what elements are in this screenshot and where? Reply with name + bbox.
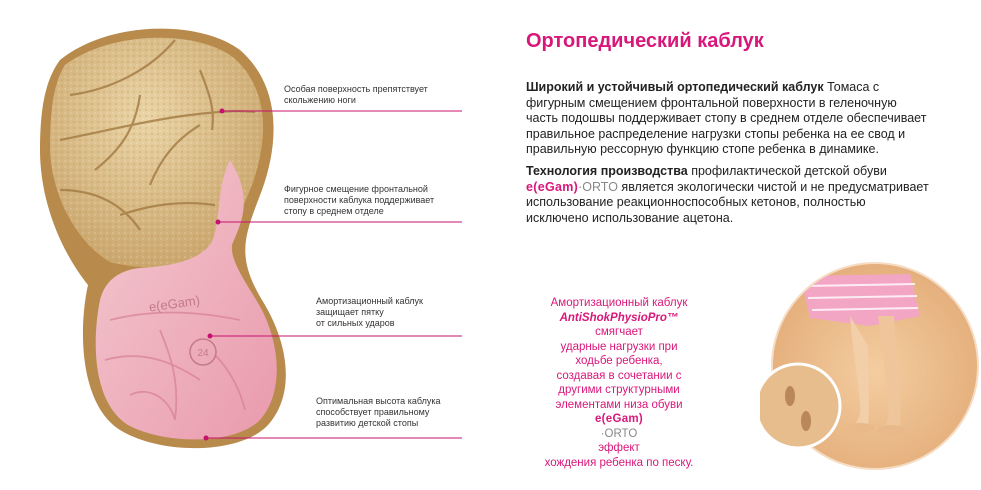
callout-dot-2 (216, 220, 221, 225)
footprints-inset (760, 364, 840, 448)
paragraph-heel-bold: Широкий и устойчивый ортопедический каблук (526, 80, 824, 94)
trademark-antishock: AntiShokPhysioPro™ (559, 311, 679, 324)
paragraph-heel: Широкий и устойчивый ортопедический каблук Томаса с фигурным смещением фронтальной поверхности в геленочную часть подошвы поддерживает стопу в среднем отделе обеспечивает правильное распределение нагрузки стопы ребенка на ее свод и правильную рессорную функцию стопе ребенка в динамике. (526, 80, 927, 156)
callout-anti-slip: Особая поверхность препятствует скольжению ноги (284, 84, 428, 105)
brand-suffix: ·ORTO (578, 179, 618, 194)
paragraph-technology-bold: Технология производства (526, 164, 688, 178)
brand-logo-2: e(eGam) (594, 413, 644, 425)
callout-heel-height: Оптимальная высота каблука способствует правильному развитию детской стопы (316, 396, 441, 428)
paragraph-technology: Технология производства профилактической детской обуви e(eGam)·ORTO является экологически чистой и не предусматривает использование реакционноспособных кетонов, полностью исключено использование ацетона. (526, 164, 929, 225)
sole-brand-mark: e(eGam) (147, 292, 201, 315)
child-on-sand-photo (760, 256, 980, 490)
shock-absorber-description: Амортизационный каблук AntiShokPhysioPro™ смягчает ударные нагрузки при ходьбе ребенка, создавая в сочетании с другими структурными элементами низа обуви e(eGam) ·ORTO эффект хождения ребенка по песку. (524, 296, 714, 470)
callout-dot-1 (220, 109, 225, 114)
callout-dot-3 (208, 334, 213, 339)
brand-logo: e(eGam) (526, 179, 579, 194)
page-title: Ортопедический каблук (526, 30, 764, 52)
sole-size-mark: 24 (197, 348, 209, 359)
callout-front-shift: Фигурное смещение фронтальной поверхности каблука поддерживает стопу в среднем отделе (284, 184, 435, 216)
callout-shock-heel: Амортизационный каблук защищает пятку от сильных ударов (316, 296, 423, 328)
callout-dot-4 (204, 436, 209, 441)
